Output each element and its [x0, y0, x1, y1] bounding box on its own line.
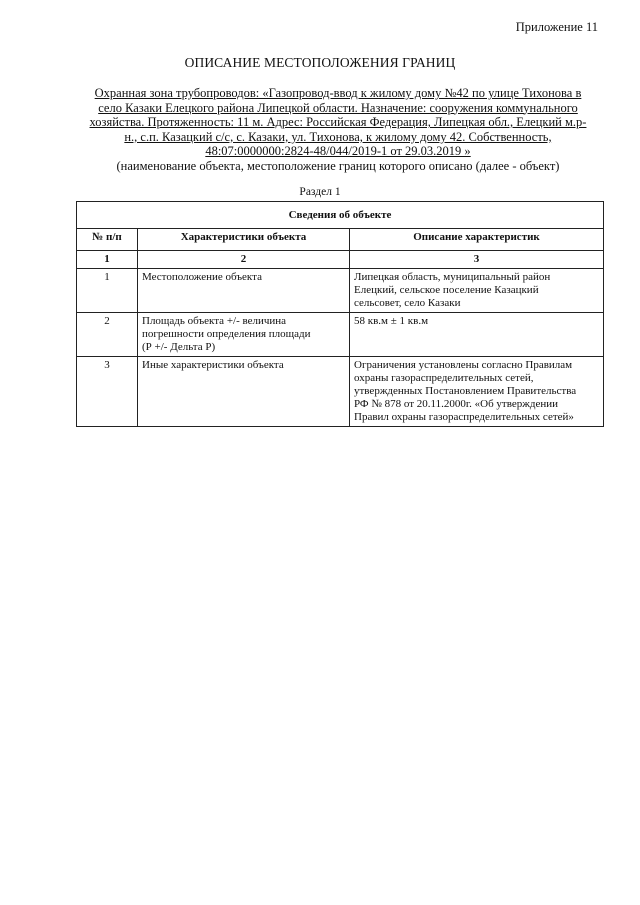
appendix-label: Приложение 11: [515, 20, 598, 34]
column-header-number: № п/п: [77, 229, 138, 251]
row-description: [350, 269, 604, 313]
table-row: [77, 269, 604, 313]
object-info-table: [76, 201, 604, 427]
cell-line: Правил охраны газораспределительных сетей»: [354, 411, 574, 423]
cell-line: утвержденных Постановлением Правительства: [354, 385, 577, 397]
cell-line: Ограничения установлены согласно Правилам: [354, 359, 573, 371]
table-row: [77, 357, 604, 427]
object-description-line: н., с.п. Казацкий с/с, с. Казаки, ул. Тихонова, к жилому дому 42. Собственность,: [124, 129, 552, 144]
object-description: [76, 86, 600, 159]
cell-line: Иные характеристики объекта: [142, 359, 284, 371]
row-description: [350, 313, 604, 357]
cell-line: Площадь объекта +/- величина: [142, 315, 287, 327]
cell-line: (Р +/- Дельта Р): [142, 341, 216, 353]
table-title: Сведения об объекте: [77, 202, 604, 229]
row-characteristic: [138, 357, 350, 427]
object-description-line: хозяйства. Протяженность: 11 м. Адрес: Российская Федерация, Липецкая обл., Елецкий м.р-: [89, 115, 587, 130]
column-number: 2: [138, 251, 350, 269]
cell-line: Елецкий, сельское поселение Казацкий: [354, 284, 539, 296]
column-header-description: Описание характеристик: [350, 229, 604, 251]
column-number: 3: [350, 251, 604, 269]
cell-line: сельсовет, село Казаки: [354, 297, 461, 309]
cell-line: охраны газораспределительных сетей,: [354, 372, 534, 384]
column-header-row: [77, 229, 604, 251]
object-description-line: 48:07:0000000:2824-48/044/2019-1 от 29.03.2019 »: [205, 144, 471, 159]
column-number: 1: [77, 251, 138, 269]
row-number: 3: [77, 357, 138, 427]
document-title: ОПИСАНИЕ МЕСТОПОЛОЖЕНИЯ ГРАНИЦ: [184, 55, 456, 70]
cell-line: Липецкая область, муниципальный район: [354, 271, 551, 283]
table-title-row: [77, 202, 604, 229]
object-description-line: село Казаки Елецкого района Липецкой области. Назначение: сооружения коммунального: [98, 100, 578, 115]
cell-line: 58 кв.м ± 1 кв.м: [354, 315, 429, 327]
cell-line: РФ № 878 от 20.11.2000г. «Об утверждении: [354, 398, 558, 410]
column-number-row: [77, 251, 604, 269]
row-number: 2: [77, 313, 138, 357]
cell-line: Местоположение объекта: [142, 271, 262, 283]
row-characteristic: [138, 269, 350, 313]
section-label: Раздел 1: [299, 186, 341, 198]
row-number: 1: [77, 269, 138, 313]
cell-line: погрешности определения площади: [142, 328, 311, 340]
object-description-line: Охранная зона трубопроводов: «Газопровод-ввод к жилому дому №42 по улице Тихонова в: [94, 86, 582, 100]
row-characteristic: [138, 313, 350, 357]
row-description: [350, 357, 604, 427]
object-caption: (наименование объекта, местоположение границ которого описано (далее - объект): [116, 159, 560, 173]
column-header-characteristic: Характеристики объекта: [138, 229, 350, 251]
table-row: [77, 313, 604, 357]
